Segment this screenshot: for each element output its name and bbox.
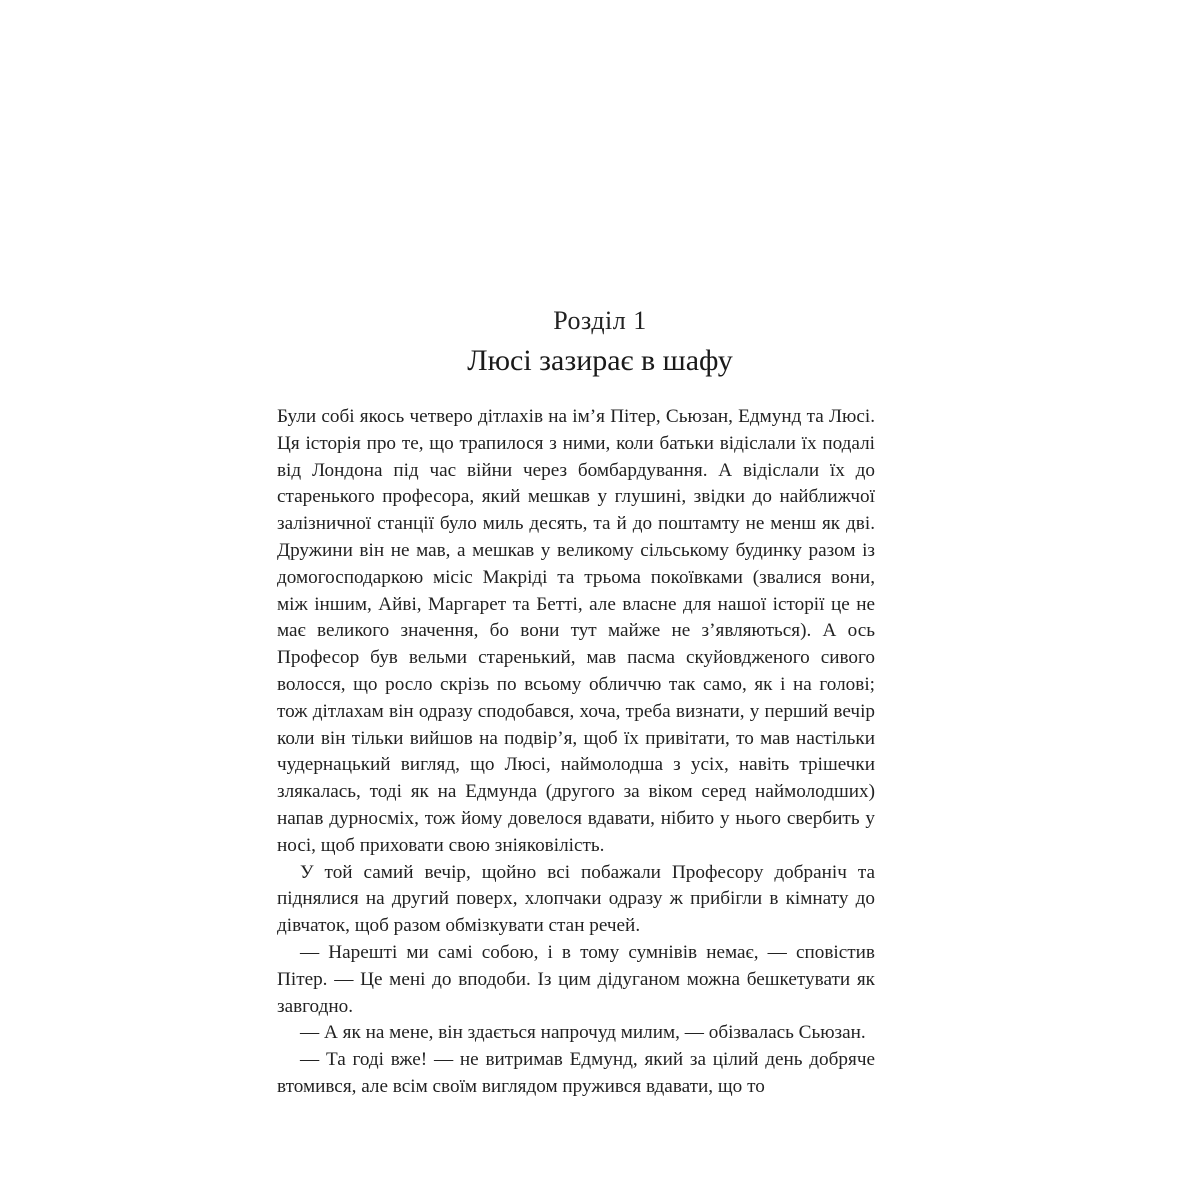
chapter-title: Люсі зазирає в шафу: [467, 344, 733, 377]
paragraph-2: У той самий вечір, щойно всі побажали Професору добраніч та піднялися на другий поверх, хлопчаки одразу ж прибігли в кімнату до дівчаток, щоб разом обмізкувати стан речей.: [277, 861, 875, 937]
paragraph-5: — Та годі вже! — не витримав Едмунд, який за цілий день добряче втомився, але всім своїм виглядом пружився вдавати, що то: [277, 1049, 875, 1097]
chapter-number: Розділ 1: [553, 306, 647, 335]
paragraph-4: — А як на мене, він здається напрочуд милим, — обізвалась Сьюзан.: [300, 1022, 866, 1044]
paragraph-1: Були собі якось четверо дітлахів на ім’я Пітер, Сьюзан, Едмунд та Люсі. Ця історія про те, що трапилося з ними, коли батьки відіслали їх подалі від Лондона під час війни через бомбардування. А відіслали їх до старенького професора, який мешкав у глушині, звідки до найближчої залізничної станції було миль десять, та й до поштамту не менш як дві. Дружини він не мав, а мешкав у великому сільському будинку разом із домогосподаркою місіс Макріді та трьома покоївками (звалися вони, між іншим, Айві, Маргарет та Бетті, але власне для нашої історії це не має великого значення, бо вони тут майже не з’являються). А ось Професор був вельми старенький, мав пасма скуйовдженого сивого волосся, що росло скрізь по всьому обличчю так само, як і на голові; тож дітлахам він одразу сподобався, хоча, треба визнати, у перший вечір коли він тільки вийшов на подвір’я, щоб їх привітати, то мав настільки чудернацький вигляд, що Люсі, наймолодша з усіх, навіть трішечки злякалась, тоді як на Едмунда (другого за віком серед наймолодших) напав дурносміх, тож йому довелося вдавати, нібито у нього свербить у носі, щоб приховати свою зніяковілість.: [277, 406, 875, 856]
chapter-body: [277, 404, 875, 1101]
paragraph-3: — Нарешті ми самі собою, і в тому сумнівів немає, — сповістив Пітер. — Це мені до вподоби. Із цим дідуганом можна бешкетувати як завгодно.: [277, 941, 875, 1017]
